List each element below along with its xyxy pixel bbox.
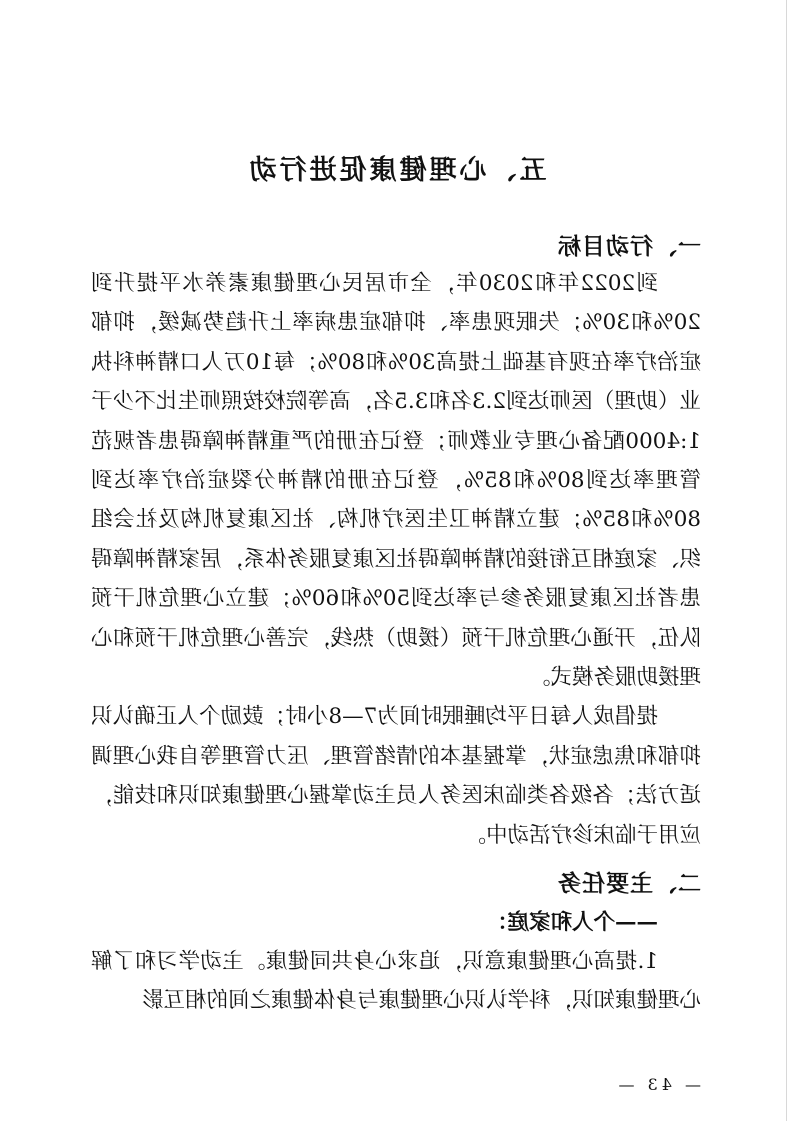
paragraph: 1.提高心理健康意识，追求心身共同健康。主动学习和了解心理健康知识，科学认识心理健康与身体健康之间的相互影 [91, 949, 701, 1014]
page-number: — 43 — [614, 1075, 701, 1094]
section-goals-body [91, 264, 701, 855]
section-heading-tasks: 二、主要任务 [557, 870, 701, 897]
section-tasks-body [91, 942, 701, 1021]
paragraph: 提倡成人每日平均睡眠时间为7—8小时；鼓励个人正确认识抑郁和焦虑症状，掌握基本的情绪管理、压力管理等自我心理调适方法；各级各类临床医务人员主动掌握心理健康知识和技能，应用于临床诊疗活动中。 [91, 704, 701, 848]
subheading-individual-family: ——个人和家庭： [485, 910, 658, 935]
page-title: 五、心理健康促进行动 [246, 155, 547, 186]
section-heading-goals: 一、行动目标 [557, 233, 701, 260]
paragraph: 到2022年和2030年，全市居民心理健康素养水平提升到20%和30%；失眠现患率、抑郁症患病率上升趋势减缓，抑郁症治疗率在现有基础上提高30%和80%；每10万人口精神科执业（助理）医师达到2.3名和3.5名，高等院校按照师生比不少于1:4000配备心理专业教师；登记在册的严重精神障碍患者规范管理率达到80%和85%，登记在册的精神分裂症治疗率达到80%和85%；建立精神卫生医疗机构、社区康复机构及社会组织、家庭相互衔接的精神障碍社区康复服务体系，居家精神障碍患者社区康复服务参与率达到50%和60%；建立心理危机干预队伍，开通心理危机干预（援助）热线，完善心理危机干预和心理援助服务模式。 [91, 271, 701, 691]
